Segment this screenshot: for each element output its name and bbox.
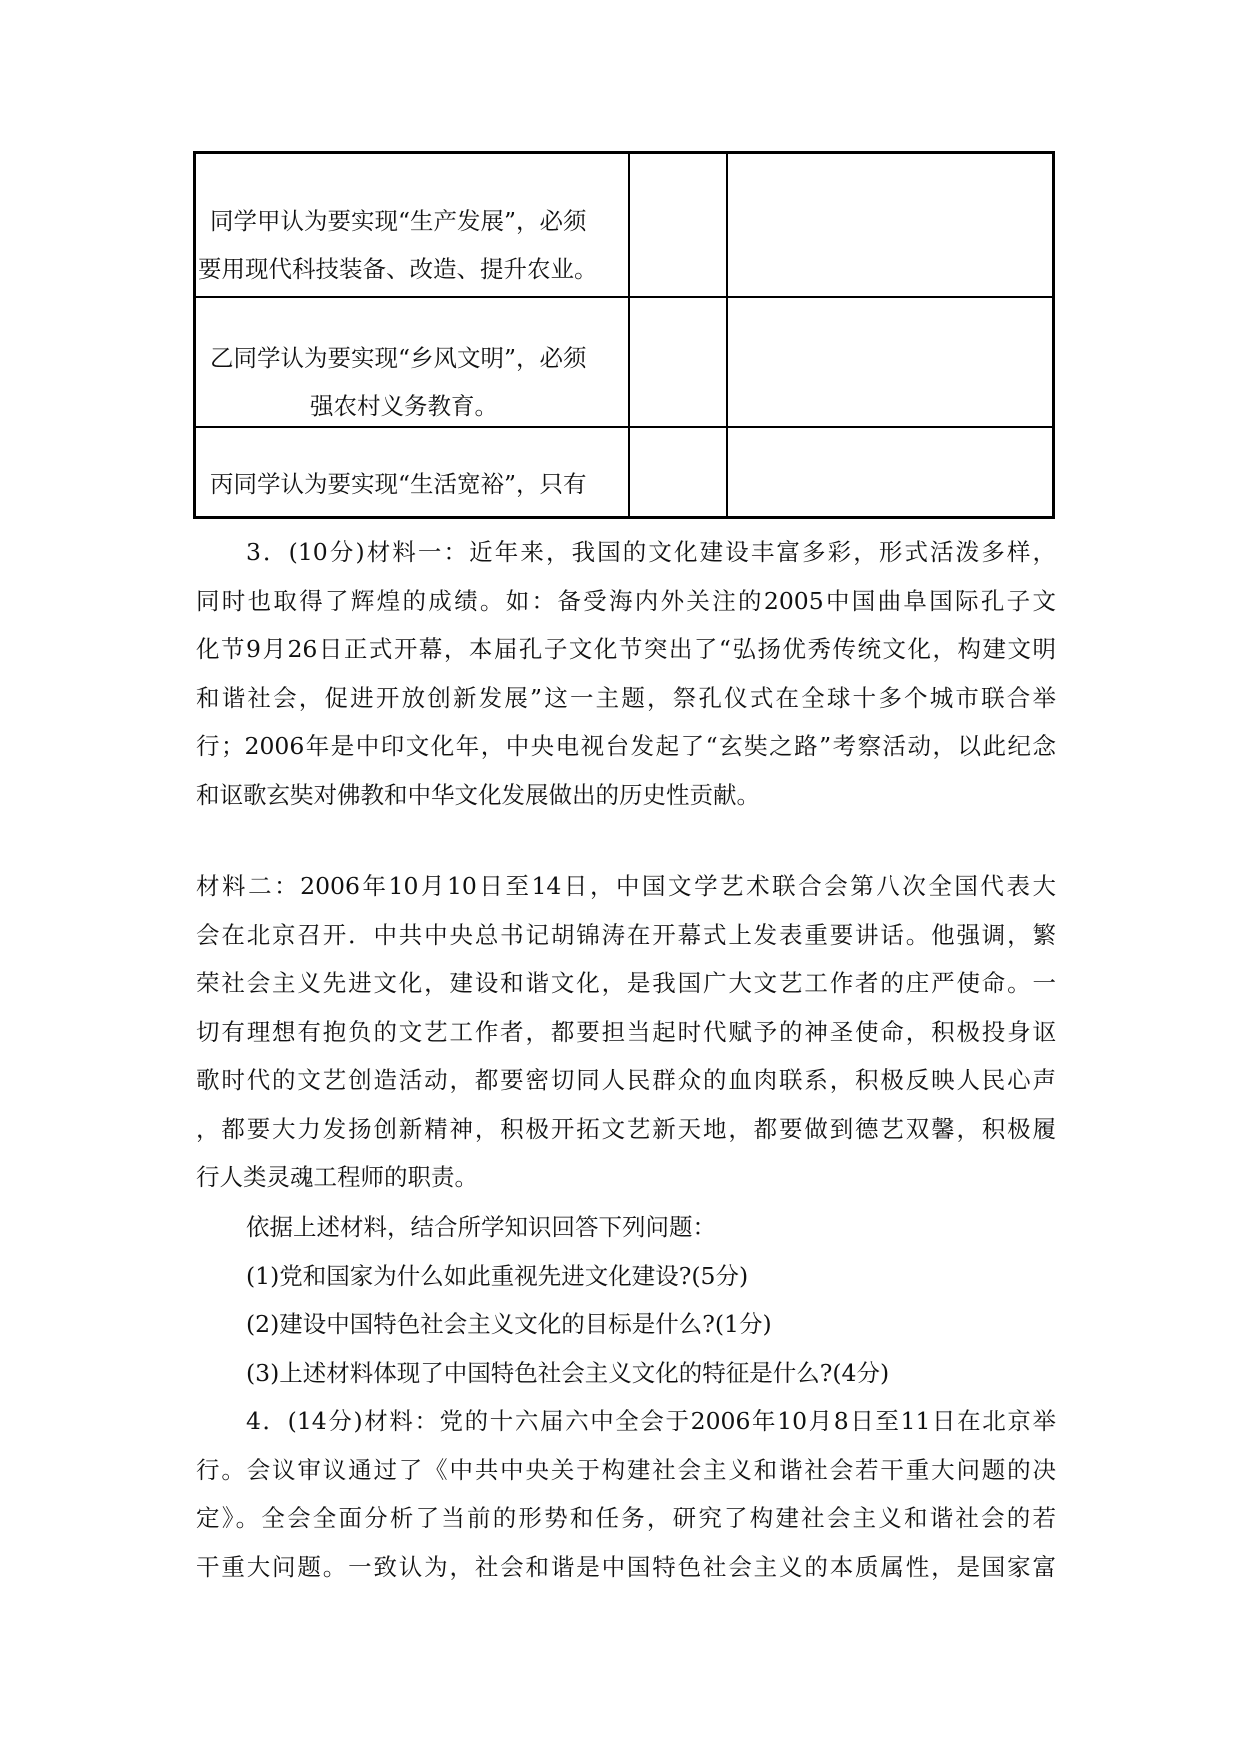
table-cell-line: 丙同学认为要实现“生活宽裕”，只有 — [210, 470, 587, 498]
paragraph-line: ，都要大力发扬创新精神，积极开拓文艺新天地，都要做到德艺双馨，积极履 — [196, 1114, 1056, 1143]
paragraph-line: 和谐社会，促进开放创新发展”这一主题，祭孔仪式在全球十多个城市联合举 — [196, 683, 1056, 712]
table-row — [196, 334, 628, 430]
paragraph-line: 材料二：2006年10月10日至14日，中国文学艺术联合会第八次全国代表大 — [196, 872, 1056, 900]
table-cell-line: 要用现代科技装备、改造、提升农业。 — [198, 255, 598, 283]
paragraph-line: 4．(14分)材料：党的十六届六中全会于2006年10月8日至11日在北京举 — [246, 1407, 1056, 1435]
paragraph-line: 荣社会主义先进文化，建设和谐文化，是我国广大文艺工作者的庄严使命。一 — [196, 969, 1056, 997]
paragraph-line: 和讴歌玄奘对佛教和中华文化发展做出的历史性贡献。 — [196, 780, 760, 809]
paragraph-line: 行人类灵魂工程师的职责。 — [196, 1163, 478, 1191]
paragraph-line: 切有理想有抱负的文艺工作者，都要担当起时代赋予的神圣使命，积极投身讴 — [196, 1017, 1056, 1046]
question-3: (3)上述材料体现了中国特色社会主义文化的特征是什么?(4分) — [246, 1358, 890, 1387]
questions-intro: 依据上述材料，结合所学知识回答下列问题： — [246, 1213, 716, 1241]
paragraph-line: 歌时代的文艺创造活动，都要密切同人民群众的血肉联系，积极反映人民心声 — [196, 1066, 1056, 1094]
table-cell-line: 乙同学认为要实现“乡风文明”，必须 — [210, 344, 587, 372]
question-1: (1)党和国家为什么如此重视先进文化建设?(5分) — [246, 1261, 749, 1290]
paragraph-line: 定》。全会全面分析了当前的形势和任务，研究了构建社会主义和谐社会的若 — [196, 1504, 1056, 1532]
table-cell-line: 强农村义务教育。 — [310, 392, 498, 420]
table-column-divider — [628, 154, 630, 516]
table-row-divider — [196, 296, 1052, 298]
table-row — [196, 460, 628, 508]
question-4 — [196, 1397, 1056, 1591]
question-list — [246, 1203, 1066, 1397]
paragraph-line: 干重大问题。一致认为，社会和谐是中国特色社会主义的本质属性，是国家富 — [196, 1552, 1056, 1581]
material-2 — [196, 862, 1056, 1202]
paragraph-line: 行；2006年是中印文化年，中央电视台发起了“玄奘之路”考察活动，以此纪念 — [196, 732, 1056, 760]
paragraph-line: 行。会议审议通过了《中共中央关于构建社会主义和谐社会若干重大问题的决 — [196, 1455, 1056, 1484]
answer-table — [193, 151, 1055, 519]
table-cell-line: 同学甲认为要实现“生产发展”，必须 — [210, 207, 587, 235]
paragraph-line: 3．(10分)材料一：近年来，我国的文化建设丰富多彩，形式活泼多样， — [246, 538, 1056, 566]
question-3-material-1 — [196, 528, 1056, 819]
question-2: (2)建设中国特色社会主义文化的目标是什么?(1分) — [246, 1310, 772, 1338]
paragraph-line: 同时也取得了辉煌的成绩。如：备受海内外关注的2005中国曲阜国际孔子文 — [196, 586, 1056, 615]
paragraph-line: 化节9月26日正式开幕，本届孔子文化节突出了“弘扬优秀传统文化，构建文明 — [196, 635, 1056, 663]
table-column-divider — [726, 154, 728, 516]
table-row — [196, 197, 628, 293]
paragraph-line: 会在北京召开．中共中央总书记胡锦涛在开幕式上发表重要讲话。他强调，繁 — [196, 920, 1056, 949]
